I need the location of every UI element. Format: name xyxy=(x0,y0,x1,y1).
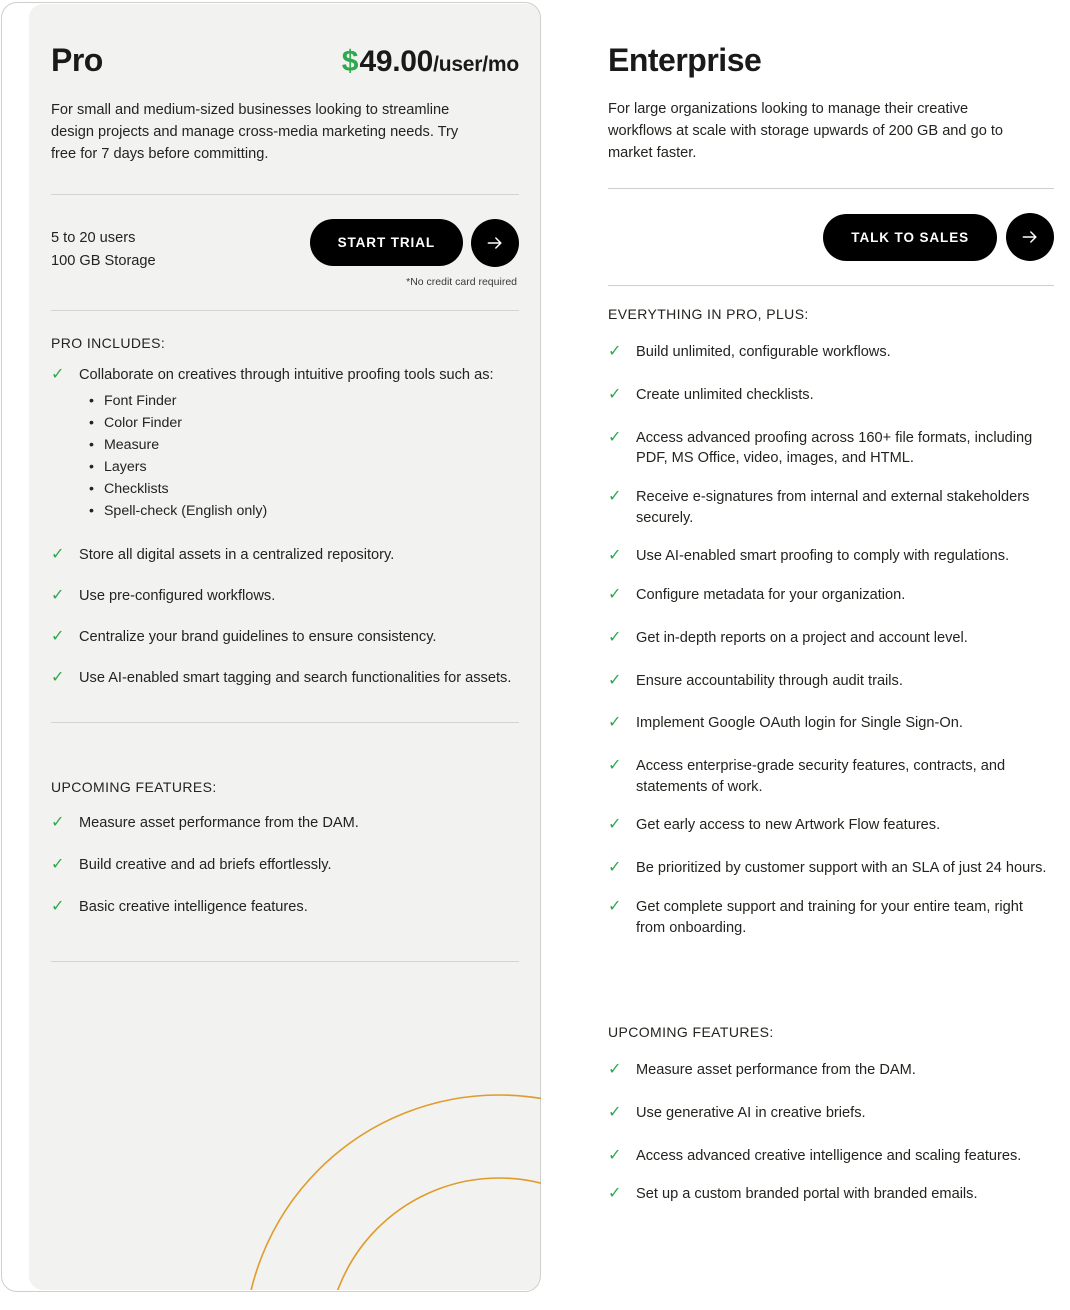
check-icon: ✓ xyxy=(608,671,622,689)
list-item xyxy=(608,385,1054,406)
feature-text: Measure asset performance from the DAM. xyxy=(636,1062,916,1079)
pro-users-count: 5 to 20 users xyxy=(51,229,136,246)
enterprise-divider-2 xyxy=(608,285,1054,286)
arrow-right-icon xyxy=(485,233,505,253)
bullet-icon: • xyxy=(89,437,94,454)
check-icon: ✓ xyxy=(608,628,622,646)
feature-text: Ensure accountability through audit trails. xyxy=(636,672,903,689)
list-item xyxy=(89,503,494,520)
pro-cta-row xyxy=(51,219,519,288)
pro-plan-title: Pro xyxy=(51,42,103,78)
list-item xyxy=(608,546,1054,567)
enterprise-feature-list xyxy=(608,342,1054,938)
feature-text: Implement Google OAuth login for Single Sign-On. xyxy=(636,715,963,732)
feature-text: Receive e-signatures from internal and external stakeholders securely. xyxy=(636,488,1030,526)
subfeature-text: Font Finder xyxy=(103,393,177,410)
enterprise-plan-column xyxy=(608,44,1054,1223)
check-icon: ✓ xyxy=(51,365,65,383)
check-icon: ✓ xyxy=(51,856,65,874)
list-item xyxy=(89,393,494,410)
feature-text: Basic creative intelligence features. xyxy=(79,898,308,915)
subfeature-text: Color Finder xyxy=(103,415,183,432)
bullet-icon: • xyxy=(89,393,94,410)
talk-to-sales-arrow-button[interactable] xyxy=(1006,213,1054,261)
enterprise-plan-title: Enterprise xyxy=(608,42,762,78)
pro-divider-4 xyxy=(51,961,519,962)
feature-text: Be prioritized by customer support with an SLA of just 24 hours. xyxy=(636,860,1047,877)
check-icon: ✓ xyxy=(608,1061,622,1079)
check-icon: ✓ xyxy=(608,385,622,403)
bullet-icon: • xyxy=(89,459,94,476)
list-item xyxy=(51,365,519,526)
subfeature-text: Layers xyxy=(103,459,147,476)
pro-cta-group xyxy=(310,219,519,288)
list-item xyxy=(608,897,1054,938)
enterprise-divider-1 xyxy=(608,188,1054,189)
list-item xyxy=(608,585,1054,606)
check-icon: ✓ xyxy=(51,668,65,686)
price-period: /user/mo xyxy=(433,53,519,76)
enterprise-gap xyxy=(608,956,1054,982)
subfeature-text: Checklists xyxy=(103,481,169,498)
check-icon: ✓ xyxy=(608,897,622,915)
enterprise-cta-row xyxy=(608,213,1054,261)
list-item xyxy=(608,428,1054,469)
feature-text: Get in-depth reports on a project and account level. xyxy=(636,629,968,646)
list-item xyxy=(608,1060,1054,1081)
pro-storage: 100 GB Storage xyxy=(51,253,156,270)
pro-feature-list xyxy=(51,365,519,689)
check-icon: ✓ xyxy=(51,897,65,915)
feature-text: Access advanced creative intelligence and scaling features. xyxy=(636,1147,1022,1164)
list-item xyxy=(51,855,519,876)
feature-text: Measure asset performance from the DAM. xyxy=(79,815,359,832)
enterprise-description: For large organizations looking to manage their creative workflows at scale with storage upwards of 200 GB and go to market faster. xyxy=(608,100,1004,161)
check-icon: ✓ xyxy=(608,343,622,361)
pro-divider-3 xyxy=(51,722,519,723)
price-amount: 49.00 xyxy=(359,45,434,78)
list-item xyxy=(51,813,519,834)
check-icon: ✓ xyxy=(608,1146,622,1164)
pro-plan-card xyxy=(29,4,541,1290)
feature-text: Collaborate on creatives through intuitive proofing tools such as: xyxy=(79,366,494,383)
arrow-right-icon xyxy=(1020,227,1040,247)
pro-limits xyxy=(51,219,156,274)
list-item xyxy=(51,897,519,918)
feature-text: Use AI-enabled smart tagging and search functionalities for assets. xyxy=(79,669,512,686)
feature-text: Configure metadata for your organization. xyxy=(636,587,906,604)
pro-upcoming-label: UPCOMING FEATURES: xyxy=(51,779,217,796)
enterprise-upcoming-list xyxy=(608,1060,1054,1205)
feature-text: Use pre-configured workflows. xyxy=(79,588,276,605)
list-item xyxy=(608,858,1054,879)
feature-text: Store all digital assets in a centralized repository. xyxy=(79,547,395,564)
bullet-icon: • xyxy=(89,481,94,498)
list-item xyxy=(608,1103,1054,1124)
check-icon: ✓ xyxy=(608,487,622,505)
pro-divider-2 xyxy=(51,310,519,311)
pro-divider-1 xyxy=(51,194,519,195)
list-item xyxy=(89,481,494,498)
check-icon: ✓ xyxy=(608,859,622,877)
bullet-icon: • xyxy=(89,503,94,520)
pro-includes-label: PRO INCLUDES: xyxy=(51,334,166,351)
decorative-arcs xyxy=(29,1050,541,1290)
list-item xyxy=(608,342,1054,363)
check-icon: ✓ xyxy=(51,546,65,564)
enterprise-upcoming-label: UPCOMING FEATURES: xyxy=(608,1024,774,1041)
check-icon: ✓ xyxy=(608,1185,622,1203)
check-icon: ✓ xyxy=(608,1104,622,1122)
list-item xyxy=(608,1184,1054,1205)
feature-text: Get early access to new Artwork Flow features. xyxy=(636,817,941,834)
pro-description: For small and medium-sized businesses looking to streamline design projects and manage cross-media marketing needs. Try free for 7 days before committing. xyxy=(51,102,459,163)
arc-decoration-svg xyxy=(29,1050,541,1290)
price-currency-symbol: $ xyxy=(341,45,359,78)
list-item xyxy=(51,627,519,648)
check-icon: ✓ xyxy=(51,587,65,605)
check-icon: ✓ xyxy=(608,547,622,565)
list-item xyxy=(608,1146,1054,1167)
bullet-icon: • xyxy=(89,415,94,432)
start-trial-button[interactable]: START TRIAL xyxy=(310,219,463,266)
feature-text: Access enterprise-grade security features, contracts, and statements of work. xyxy=(636,758,1006,795)
enterprise-includes-label: EVERYTHING IN PRO, PLUS: xyxy=(608,306,809,323)
list-item xyxy=(89,459,494,476)
check-icon: ✓ xyxy=(608,816,622,834)
talk-to-sales-button[interactable]: TALK TO SALES xyxy=(823,214,997,261)
check-icon: ✓ xyxy=(51,627,65,645)
list-item xyxy=(608,713,1054,734)
pro-subfeature-list xyxy=(79,393,494,520)
list-item xyxy=(89,437,494,454)
subfeature-text: Spell-check (English only) xyxy=(103,503,268,520)
start-trial-arrow-button[interactable] xyxy=(471,219,519,267)
feature-text: Centralize your brand guidelines to ensure consistency. xyxy=(79,628,437,645)
list-item xyxy=(51,668,519,689)
feature-text: Create unlimited checklists. xyxy=(636,386,814,403)
feature-text: Use generative AI in creative briefs. xyxy=(636,1105,866,1122)
feature-text: Build creative and ad briefs effortlessly. xyxy=(79,857,332,874)
list-item xyxy=(51,545,519,566)
feature-text: Set up a custom branded portal with branded emails. xyxy=(636,1186,978,1203)
check-icon: ✓ xyxy=(608,586,622,604)
pro-cta-line xyxy=(310,219,519,267)
list-item xyxy=(51,586,519,607)
feature-text: Access advanced proofing across 160+ file formats, including PDF, MS Office, video, images, and HTML. xyxy=(636,429,1033,467)
feature-text: Build unlimited, configurable workflows. xyxy=(636,344,891,361)
check-icon: ✓ xyxy=(608,714,622,732)
check-icon: ✓ xyxy=(608,428,622,446)
pro-price xyxy=(342,45,519,79)
pro-upcoming-list xyxy=(51,813,519,917)
check-icon: ✓ xyxy=(51,814,65,832)
feature-text: Use AI-enabled smart proofing to comply with regulations. xyxy=(636,548,1010,565)
pro-cta-note: *No credit card required xyxy=(406,275,517,288)
subfeature-text: Measure xyxy=(103,437,160,454)
list-item xyxy=(89,415,494,432)
list-item xyxy=(608,628,1054,649)
feature-text: Get complete support and training for your entire team, right from onboarding. xyxy=(636,898,1023,936)
pro-header xyxy=(51,44,519,79)
list-item xyxy=(608,487,1054,528)
check-icon: ✓ xyxy=(608,757,622,775)
list-item xyxy=(608,671,1054,692)
list-item xyxy=(608,756,1054,797)
list-item xyxy=(608,815,1054,836)
